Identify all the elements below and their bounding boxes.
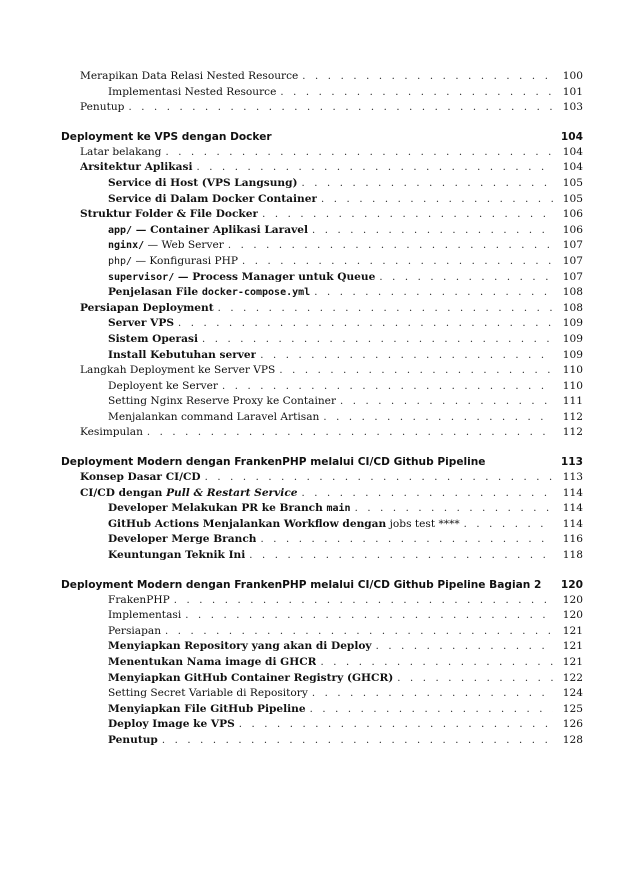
leader-dots <box>312 686 553 702</box>
entry-title-part: Server VPS <box>108 317 174 330</box>
entry-title <box>108 548 245 564</box>
entry-title <box>108 316 174 332</box>
entry-title <box>108 223 308 239</box>
toc-entry[interactable] <box>61 671 583 687</box>
entry-title <box>108 733 158 749</box>
leader-dots <box>260 348 553 364</box>
leader-dots <box>262 207 553 223</box>
entry-title <box>80 425 143 441</box>
page-number: 108 <box>562 301 583 314</box>
page-number: 114 <box>562 502 583 515</box>
entry-title-part: Konsep Dasar CI/CD <box>80 471 201 484</box>
entry-title-part: Menyiapkan File GitHub Pipeline <box>108 702 306 715</box>
entry-title-part: CI/CD dengan <box>80 486 167 499</box>
leader-dots <box>302 486 553 502</box>
entry-title <box>80 160 193 176</box>
page-number: 112 <box>562 410 583 423</box>
page-number: 116 <box>562 533 583 546</box>
page-number: 120 <box>562 609 583 622</box>
toc-chapter-entry[interactable] <box>61 454 583 470</box>
entry-title-part: app/ <box>108 224 133 236</box>
entry-title <box>80 301 214 317</box>
entry-title-part: docker-compose.yml <box>201 287 311 299</box>
entry-title-part: Penjelasan File <box>108 286 202 299</box>
leader-dots <box>379 270 553 286</box>
page-number: 105 <box>562 176 583 189</box>
entry-title <box>80 69 298 85</box>
toc-entry[interactable] <box>61 532 583 548</box>
leader-dots <box>260 532 553 548</box>
entry-title <box>80 145 161 161</box>
page-number: 121 <box>562 656 583 668</box>
toc-section <box>61 454 583 564</box>
page-number: 103 <box>562 101 583 114</box>
entry-title <box>108 85 276 101</box>
entry-title <box>108 254 238 270</box>
page-number: 118 <box>562 549 583 562</box>
page-number: 109 <box>562 317 583 330</box>
leader-dots <box>323 410 553 426</box>
page-number: 122 <box>562 671 583 684</box>
entry-title-part: Sistem Operasi <box>108 332 198 345</box>
toc-section <box>61 577 583 749</box>
entry-title-part: GitHub Actions Menjalankan Workflow dengan <box>108 517 387 530</box>
page-number: 125 <box>562 702 583 715</box>
toc-entry[interactable] <box>61 425 583 441</box>
toc-entry[interactable] <box>61 69 583 85</box>
toc-entry[interactable] <box>61 223 583 239</box>
leader-dots <box>340 394 553 410</box>
page-number: 113 <box>562 471 583 484</box>
toc-entry[interactable] <box>61 85 583 101</box>
entry-title <box>80 100 124 116</box>
leader-dots <box>321 192 553 208</box>
leader-dots <box>280 85 553 101</box>
toc-entry[interactable] <box>61 301 583 317</box>
leader-dots <box>202 332 553 348</box>
entry-title-part: Setting Secret Variable di Repository <box>108 687 308 700</box>
toc-entry[interactable] <box>61 254 583 270</box>
entry-title <box>80 207 258 223</box>
toc-entry[interactable] <box>61 470 583 486</box>
entry-title-part: Service di Host (VPS Langsung) <box>108 176 298 189</box>
leader-dots <box>239 717 553 733</box>
entry-title <box>108 517 460 533</box>
page-number: 107 <box>562 254 583 267</box>
leader-dots <box>312 223 553 239</box>
entry-title <box>108 501 351 517</box>
page-number: 110 <box>562 379 583 392</box>
toc-entry[interactable] <box>61 238 583 254</box>
entry-title <box>108 332 198 348</box>
leader-dots <box>355 501 553 517</box>
entry-title-part: Arsitektur Aplikasi <box>80 161 193 174</box>
leader-dots <box>376 639 553 655</box>
leader-dots <box>197 160 554 176</box>
page-number: 104 <box>562 161 583 174</box>
leader-dots <box>310 702 553 718</box>
entry-title-part: Deploy Image ke VPS <box>108 718 235 731</box>
toc-entry[interactable] <box>61 207 583 223</box>
page-number: 121 <box>562 640 583 653</box>
page-number: 121 <box>562 624 583 637</box>
page-number: 126 <box>562 718 583 731</box>
toc-entry[interactable] <box>61 332 583 348</box>
leader-dots <box>165 624 553 640</box>
page-number: 114 <box>562 517 583 530</box>
entry-title-part: Menentukan Nama image di GHCR <box>108 656 317 668</box>
table-of-contents <box>61 69 583 762</box>
page-number: 120 <box>560 578 583 591</box>
toc-entry[interactable] <box>61 486 583 502</box>
entry-title <box>108 410 319 426</box>
page-number: 120 <box>562 593 583 606</box>
entry-title-part: jobs test **** <box>386 517 460 530</box>
toc-entry[interactable] <box>61 363 583 379</box>
toc-entry[interactable] <box>61 608 583 624</box>
toc-entry[interactable] <box>61 379 583 395</box>
toc-entry[interactable] <box>61 702 583 718</box>
toc-entry[interactable] <box>61 348 583 364</box>
entry-title <box>108 192 317 208</box>
page-number: 128 <box>562 733 583 746</box>
leader-dots <box>228 238 553 254</box>
entry-title <box>108 379 218 395</box>
entry-title <box>80 486 298 502</box>
entry-title <box>108 394 336 410</box>
page-number: 107 <box>562 239 583 252</box>
page-number: 104 <box>560 130 583 143</box>
leader-dots <box>314 285 553 301</box>
entry-title <box>108 639 372 655</box>
chapter-title: Deployment Modern dengan FrankenPHP melalui CI/CD Github Pipeline <box>61 456 486 469</box>
entry-title-part: Menjalankan command Laravel Artisan <box>108 410 320 423</box>
entry-title-part: — Container Aplikasi Laravel <box>132 223 308 236</box>
page-number: 106 <box>562 208 583 221</box>
entry-title <box>108 176 298 192</box>
entry-title <box>108 238 224 254</box>
entry-title-part: Latar belakang <box>80 145 162 158</box>
chapter-title: Deployment Modern dengan FrankenPHP melalui CI/CD Github Pipeline Bagian 2 <box>61 578 542 591</box>
toc-entry[interactable] <box>61 192 583 208</box>
entry-title-part: Implementasi <box>108 609 182 622</box>
entry-title <box>108 285 310 301</box>
leader-dots <box>320 655 553 671</box>
entry-title-part: Implementasi Nested Resource <box>108 85 277 98</box>
toc-entry[interactable] <box>61 270 583 286</box>
entry-title-part: Developer Merge Branch <box>108 533 257 546</box>
page-number: 111 <box>562 395 583 408</box>
entry-title-part: nginx/ <box>108 240 145 252</box>
page-number: 101 <box>562 85 583 98</box>
entry-title-part: Deployent ke Server <box>108 379 218 392</box>
leader-dots <box>242 254 553 270</box>
toc-entry[interactable] <box>61 145 583 161</box>
entry-title <box>108 270 375 286</box>
toc-section <box>61 69 583 116</box>
page-number: 109 <box>562 332 583 345</box>
leader-dots <box>178 316 553 332</box>
entry-title <box>108 671 393 687</box>
chapter-title: Deployment ke VPS dengan Docker <box>61 130 272 143</box>
page-number: 114 <box>562 486 583 499</box>
entry-title-part: — Process Manager untuk Queue <box>174 270 376 283</box>
entry-title <box>108 702 306 718</box>
leader-dots <box>128 100 553 116</box>
entry-title <box>108 608 181 624</box>
entry-title-part: Setting Nginx Reserve Proxy ke Container <box>108 395 337 408</box>
leader-dots <box>162 733 553 749</box>
page-number: 104 <box>562 145 583 158</box>
entry-title-part: Kesimpulan <box>80 426 143 439</box>
page-number: 105 <box>562 192 583 205</box>
leader-dots <box>302 69 553 85</box>
leader-dots <box>147 425 553 441</box>
page-number: 108 <box>562 286 583 299</box>
leader-dots <box>174 593 553 609</box>
page-number: 100 <box>562 70 583 82</box>
leader-dots <box>205 470 553 486</box>
page-number: 112 <box>562 426 583 439</box>
page-number: 109 <box>562 348 583 361</box>
entry-title <box>108 655 316 671</box>
entry-title-part: Penutup <box>108 733 158 746</box>
toc-entry[interactable] <box>61 394 583 410</box>
toc-entry[interactable] <box>61 517 583 533</box>
toc-section <box>61 129 583 441</box>
leader-dots <box>165 145 553 161</box>
entry-title <box>80 470 201 486</box>
toc-entry[interactable] <box>61 501 583 517</box>
leader-dots <box>397 671 553 687</box>
entry-title-part: Langkah Deployment ke Server VPS <box>80 364 276 377</box>
page-number: 113 <box>560 456 583 469</box>
page-number: 107 <box>562 270 583 283</box>
leader-dots <box>464 517 553 533</box>
entry-title-part: Penutup <box>80 101 125 114</box>
toc-entry[interactable] <box>61 639 583 655</box>
entry-title-part: Service di Dalam Docker Container <box>108 192 318 205</box>
page-number: 110 <box>562 364 583 377</box>
leader-dots <box>302 176 553 192</box>
entry-title-part: Persiapan <box>108 624 162 637</box>
entry-title-part: Menyiapkan Repository yang akan di Deploy <box>108 640 372 653</box>
entry-title-part: supervisor/ <box>108 271 175 283</box>
toc-entry[interactable] <box>61 410 583 426</box>
toc-entry[interactable] <box>61 316 583 332</box>
page-number: 106 <box>562 223 583 236</box>
toc-chapter-entry[interactable] <box>61 129 583 145</box>
entry-title-part: — Konfigurasi PHP <box>132 254 238 267</box>
toc-entry[interactable] <box>61 624 583 640</box>
entry-title-part: php/ <box>108 255 133 267</box>
entry-title-part: Menyiapkan GitHub Container Registry (GHCR) <box>108 671 394 684</box>
entry-title <box>108 686 308 702</box>
toc-entry[interactable] <box>61 733 583 749</box>
entry-title-part: Keuntungan Teknik Ini <box>108 549 246 562</box>
toc-entry[interactable] <box>61 100 583 116</box>
leader-dots <box>218 301 553 317</box>
entry-title-part: Struktur Folder & File Docker <box>80 208 259 221</box>
entry-title-part: Merapikan Data Relasi Nested Resource <box>80 70 299 82</box>
entry-title <box>108 348 256 364</box>
page-number: 124 <box>562 687 583 700</box>
entry-title <box>80 363 275 379</box>
entry-title-part: Developer Melakukan PR ke Branch <box>108 502 327 515</box>
toc-entry[interactable] <box>61 160 583 176</box>
toc-entry[interactable] <box>61 717 583 733</box>
toc-entry[interactable] <box>61 686 583 702</box>
entry-title-part: FrakenPHP <box>108 593 170 606</box>
entry-title-part: Persiapan Deployment <box>80 301 214 314</box>
leader-dots <box>249 548 553 564</box>
entry-title-part: Pull & Restart Service <box>166 486 298 499</box>
toc-entry[interactable] <box>61 548 583 564</box>
entry-title <box>108 717 235 733</box>
toc-chapter-entry[interactable] <box>61 577 583 593</box>
leader-dots <box>279 363 553 379</box>
entry-title-part: Install Kebutuhan server <box>108 348 257 361</box>
entry-title <box>108 532 256 548</box>
entry-title <box>108 593 170 609</box>
entry-title-part: — Web Server <box>144 239 224 252</box>
entry-title <box>108 624 161 640</box>
toc-entry[interactable] <box>61 285 583 301</box>
toc-entry[interactable] <box>61 176 583 192</box>
leader-dots <box>222 379 553 395</box>
toc-entry[interactable] <box>61 593 583 609</box>
leader-dots <box>185 608 553 624</box>
entry-title-part: main <box>326 503 351 515</box>
toc-entry[interactable] <box>61 655 583 671</box>
